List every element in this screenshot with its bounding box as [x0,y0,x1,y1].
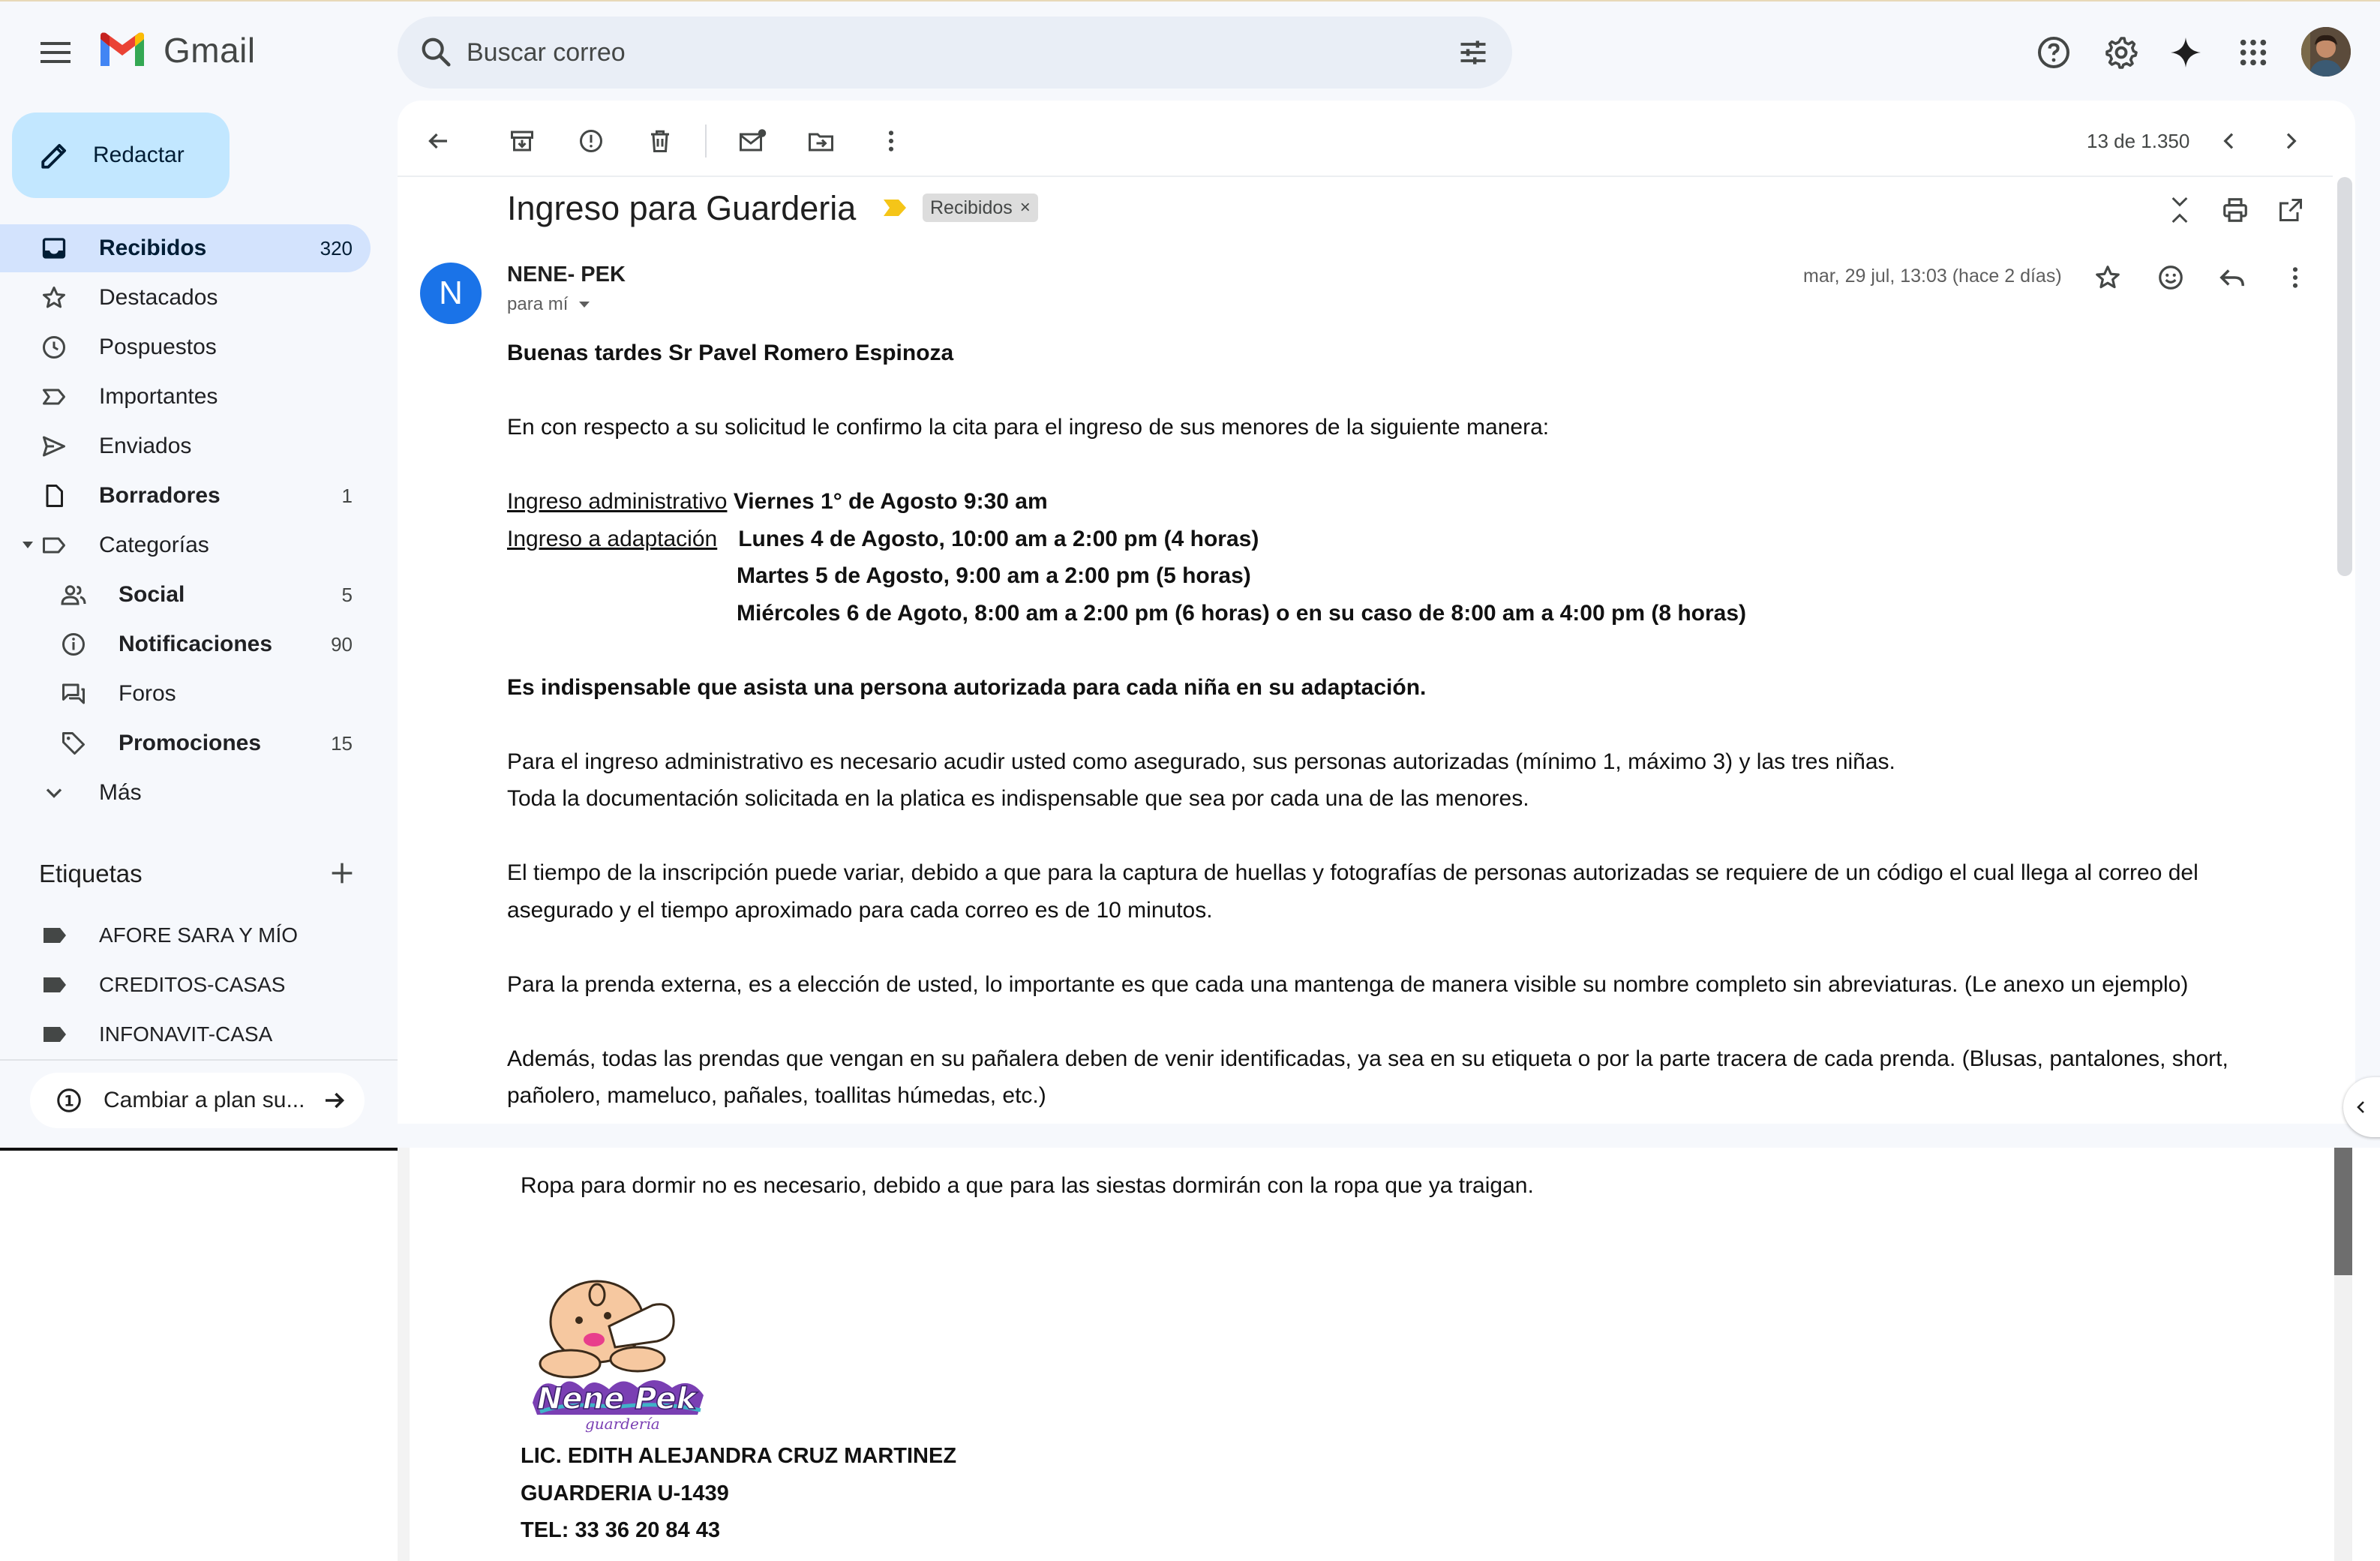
star-icon[interactable] [2090,260,2126,296]
adaptation-day-3: Miércoles 6 de Agoto, 8:00 am a 2:00 pm (6 horas) o en su caso de 8:00 am a 4:00 pm (8 horas) [737,600,1747,626]
paragraph-line: El tiempo de la inscripción puede variar, debido a que para la captura de huellas y fotografías de personas autorizadas se requiere de un código el cual llega al correo del [507,860,2198,885]
compose-button[interactable] [12,113,230,198]
compose-label: Redactar [93,143,185,167]
greeting: Buenas tardes Sr Pavel Romero Espinoza [507,341,954,365]
mark-unread-icon[interactable] [735,123,771,159]
intro-paragraph: En con respecto a su solicitud le confirmo la cita para el ingreso de sus menores de la siguiente manera: [507,415,1550,440]
adaptation-day-2: Martes 5 de Agosto, 9:00 am a 2:00 pm (5 horas) [737,563,1251,588]
sidebar-item-promotions[interactable] [0,719,371,767]
chevron-down-icon [41,779,68,806]
sidebar-item-label: Destacados [99,285,218,310]
archive-icon[interactable] [504,123,540,159]
gmail-m-icon [98,32,147,69]
info-circle-icon [56,1087,83,1114]
paragraph-line: Toda la documentación solicitada en la platica es indispensable que sea por cada una de las menores. [507,786,1529,811]
label-filled-icon [42,1025,68,1043]
label-filled-icon [42,976,68,994]
clock-icon [41,334,68,361]
upgrade-label: Cambiar a plan su... [104,1088,305,1112]
sidebar-item-social[interactable] [0,571,371,619]
sender-name[interactable]: NENE- PEK [507,263,626,287]
move-to-folder-icon[interactable] [804,123,840,159]
print-icon[interactable] [2217,192,2253,228]
draft-file-icon [41,482,68,509]
sidebar-item-label: Importantes [99,384,218,409]
help-icon[interactable] [2031,30,2076,75]
more-options-icon[interactable] [873,123,909,159]
newer-chevron-left-icon[interactable] [2211,123,2247,159]
email-signature [521,1438,956,1550]
labels-heading: Etiquetas [39,860,143,887]
chip-label: Recibidos [930,197,1013,218]
notice-paragraph: Es indispensable que asista una persona autorizada para cada niña en su adaptación. [507,674,1427,700]
report-spam-icon[interactable] [573,123,609,159]
email-view [398,101,2355,1124]
sidebar-item-label: Recibidos [99,236,207,260]
arrow-right-icon [321,1087,348,1114]
panel-divider [0,1148,398,1151]
label-name: INFONAVIT-CASA [99,1022,273,1046]
sidebar-item-label: Más [99,780,142,805]
svg-text:Nene Pek: Nene Pek [537,1382,697,1416]
pencil-icon [39,140,71,171]
sender-avatar[interactable]: N [420,263,482,324]
add-label-icon[interactable] [327,858,357,888]
remove-label-icon[interactable]: × [1019,197,1031,218]
upgrade-plan-button[interactable] [30,1073,365,1128]
toolbar-divider [398,176,2333,177]
sidebar-item-forums[interactable] [0,670,371,718]
sidebar-item-label: Borradores [99,483,221,508]
paragraph-line: pañolero, mameluco, pañales, toallitas húmedas, etc.) [507,1083,1046,1108]
sidebar-item-snoozed[interactable] [0,323,371,371]
email-scrollbar[interactable] [2337,177,2352,576]
draft-count: 1 [341,484,353,507]
apps-grid-icon[interactable] [2231,30,2276,75]
label-name: CREDITOS-CASAS [99,973,286,996]
search-options-icon[interactable] [1457,36,1490,69]
sidebar-item-drafts[interactable] [0,472,371,520]
paragraph-line: Para el ingreso administrativo es necesario acudir usted como asegurado, sus personas autorizadas (mínimo 1, máximo 3) y las tres niñas. [507,749,1895,774]
sidebar-item-label: Social [119,582,185,607]
sidebar-divider [0,1059,398,1061]
gmail-logo[interactable] [98,30,256,71]
delete-trash-icon[interactable] [642,123,678,159]
admin-entry-date: Viernes 1° de Agosto 9:30 am [733,489,1048,514]
star-icon [41,284,68,311]
signature-name: LIC. EDITH ALEJANDRA CRUZ MARTINEZ [521,1444,957,1468]
admin-entry-line [507,483,2307,521]
collapse-all-icon[interactable] [2162,192,2198,228]
panel-edge [398,1148,410,1561]
updates-count: 90 [331,632,353,656]
lower-email-panel [0,1148,2380,1561]
search-input[interactable] [465,17,1365,89]
info-icon [60,631,87,658]
top-bar [0,0,2380,101]
older-chevron-right-icon[interactable] [2273,123,2309,159]
emoji-reaction-icon[interactable] [2153,260,2189,296]
label-name: AFORE SARA Y MÍO [99,923,299,947]
recipient-line[interactable] [507,294,590,315]
label-filled-icon [42,926,68,944]
adaptation-line [507,521,2307,558]
settings-gear-icon[interactable] [2099,30,2144,75]
app-title: Gmail [164,31,256,70]
chevron-left-icon [2352,1097,2370,1118]
toolbar-separator [705,125,707,158]
paragraph-line: Ropa para dormir no es necesario, debido a que para las siestas dormirán con la ropa que ya traigan. [521,1173,1534,1198]
message-counter: 13 de 1.350 [2087,130,2190,152]
nene-pek-logo [525,1275,720,1433]
send-icon [41,433,68,460]
svg-text:guardería: guardería [585,1415,660,1433]
search-icon[interactable] [419,35,453,69]
paragraph-line: asegurado y el tiempo aproximado para cada correo es de 10 minutos. [507,897,1213,923]
recipient-label: para mí [507,294,569,314]
sidebar-item-label: Categorías [99,533,209,557]
forum-icon [60,680,87,707]
adaptation-day-1: Lunes 4 de Agosto, 10:00 am a 2:00 pm (4 horas) [738,526,1259,551]
svg-text:1: 1 [64,1092,74,1110]
email-subject: Ingreso para Guarderia [507,189,857,227]
sidebar-item-starred[interactable] [0,274,371,322]
main-menu-icon[interactable] [33,30,78,75]
label-outline-icon [41,532,68,559]
sidebar-item-label: Pospuestos [99,335,217,359]
adaptation-label: Ingreso a adaptación [507,526,718,551]
search-bar[interactable] [398,17,1512,89]
lower-scrollbar[interactable] [2334,1148,2352,1275]
admin-entry-label: Ingreso administrativo [507,489,728,514]
sidebar-item-sent[interactable] [0,422,371,470]
back-arrow-icon[interactable] [420,123,456,159]
inbox-label-chip[interactable] [923,194,1038,222]
email-body-continued [521,1167,1534,1205]
expand-arrow-icon[interactable] [21,539,35,551]
inbox-icon [41,235,68,262]
sidebar-item-updates[interactable] [0,620,371,668]
sidebar-item-categories[interactable] [0,521,371,569]
sidebar-item-important[interactable] [0,373,371,421]
sidebar-item-label: Promociones [119,731,262,755]
open-new-window-icon[interactable] [2273,192,2309,228]
people-icon [60,581,87,608]
important-label-icon [41,383,68,410]
email-date: mar, 29 jul, 13:03 (hace 2 días) [1803,266,2062,287]
promotions-count: 15 [331,731,353,755]
signature-phone: TEL: 33 36 20 84 43 [521,1518,720,1542]
signature-org: GUARDERIA U-1439 [521,1481,729,1505]
sidebar-item-label: Enviados [99,434,192,458]
sidebar-item-inbox[interactable] [0,224,371,272]
tag-icon [60,730,87,757]
details-dropdown-icon [578,300,590,309]
message-more-icon[interactable] [2277,260,2313,296]
social-count: 5 [341,583,353,606]
paragraph-line: Para la prenda externa, es a elección de usted, lo importante es que cada una mantenga de manera visible su nombre completo sin abreviaturas. (Le anexo un ejemplo) [507,971,2189,997]
sidebar-item-label: Notificaciones [119,632,273,656]
sidebar-item-more[interactable] [0,769,371,817]
important-marker-icon[interactable] [882,198,908,218]
paragraph-line: Además, todas las prendas que vengan en su pañalera deben de venir identificadas, ya sea en su etiqueta o por la parte tracera de cada prenda. (Blusas, pantalones, short, [507,1046,2228,1071]
account-avatar[interactable] [2301,27,2351,77]
gemini-sparkle-icon[interactable] [2163,30,2208,75]
reply-icon[interactable] [2214,260,2250,296]
sidebar-item-label: Foros [119,681,176,706]
unread-count: 320 [320,236,353,260]
email-body [507,335,2307,1115]
